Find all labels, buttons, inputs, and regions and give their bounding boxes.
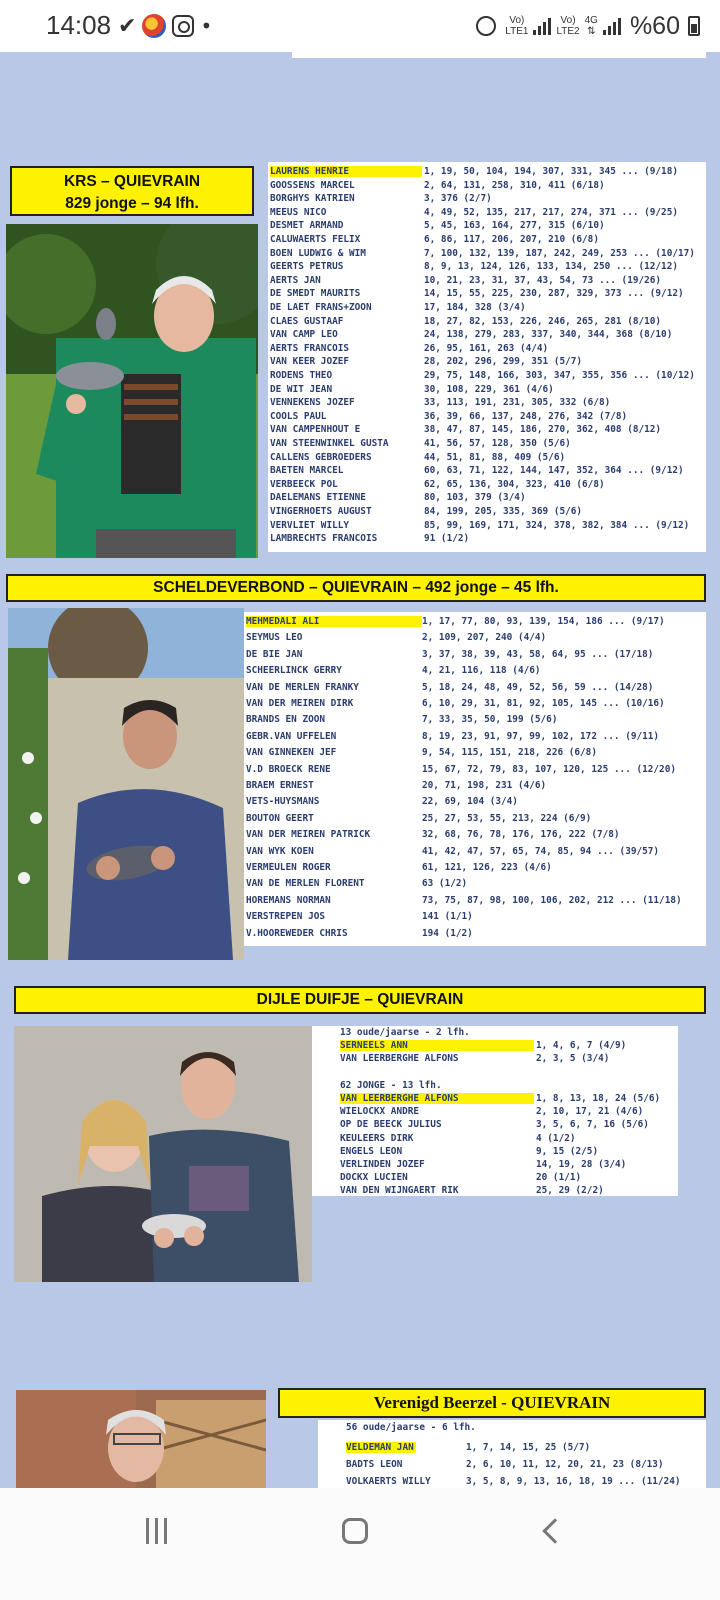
result-values: 2, 10, 17, 21 (4/6) <box>536 1106 644 1118</box>
fancier-name: VENNEKENS JOZEF <box>270 397 355 409</box>
navigation-bar <box>0 1488 720 1600</box>
sim2-network: Vo) LTE2 <box>556 15 580 37</box>
fancier-name: VAN DE MERLEN FRANKY <box>246 681 359 693</box>
fancier-name: VAN LEERBERGHE ALFONS <box>340 1093 534 1104</box>
fancier-name: AERTS JAN <box>270 274 321 286</box>
fancier-name: BOEN LUDWIG & WIM <box>270 247 366 259</box>
result-row <box>340 1146 678 1159</box>
result-row <box>246 813 706 826</box>
result-row <box>346 1476 706 1488</box>
fancier-name: CALLENS GEBROEDERS <box>270 451 372 463</box>
result-values: 1, 4, 6, 7 (4/9) <box>536 1040 627 1051</box>
result-values: 60, 63, 71, 122, 144, 147, 352, 364 ... (9/12) <box>424 465 684 477</box>
result-row <box>270 166 706 179</box>
result-values: 5, 18, 24, 48, 49, 52, 56, 59 ... (14/28) <box>422 681 654 693</box>
fancier-name: COOLS PAUL <box>270 410 327 422</box>
result-row <box>246 780 706 793</box>
status-bar <box>0 0 720 52</box>
result-row <box>246 698 706 711</box>
fancier-name: DOCKX LUCIEN <box>340 1172 408 1184</box>
fancier-name: HOREMANS NORMAN <box>246 894 331 906</box>
fancier-name: SCHEERLINCK GERRY <box>246 665 342 677</box>
fancier-name: VAN CAMPENHOUT E <box>270 424 361 436</box>
result-row <box>246 846 706 859</box>
result-row <box>270 193 706 206</box>
result-values: 26, 95, 161, 263 (4/4) <box>424 342 549 354</box>
result-values: 25, 27, 53, 55, 213, 224 (6/9) <box>422 812 592 824</box>
section-title-scheldeverbond: SCHELDEVERBOND – QUIEVRAIN – 492 jonge – 45 lfh. <box>6 574 706 602</box>
result-row <box>270 506 706 519</box>
fancier-name: BRANDS EN ZOON <box>246 714 326 726</box>
fancier-name: WIELOCKX ANDRE <box>340 1106 420 1118</box>
result-values: 63 (1/2) <box>422 878 468 890</box>
results-rows-krs <box>270 166 706 551</box>
mobile-data: 4G ⇅ <box>584 15 598 37</box>
result-row <box>270 424 706 437</box>
fancier-name: DE SMEDT MAURITS <box>270 288 361 300</box>
fancier-name: V.HOOREWEDER CHRIS <box>246 927 348 939</box>
result-values: 5, 45, 163, 164, 277, 315 (6/10) <box>424 220 605 232</box>
section-title-dijle-duifje: DIJLE DUIFJE – QUIEVRAIN <box>14 986 706 1014</box>
result-row <box>246 895 706 908</box>
result-row <box>340 1119 678 1132</box>
result-values: 3, 5, 8, 9, 13, 16, 18, 19 ... (11/24) <box>466 1476 681 1487</box>
result-row <box>270 248 706 261</box>
fancier-name: SEYMUS LEO <box>246 632 303 644</box>
fancier-name: VAN DEN WIJNGAERT RIK <box>340 1185 459 1197</box>
result-values: 41, 56, 57, 128, 350 (5/6) <box>424 438 571 449</box>
app-notification-icon <box>142 14 166 38</box>
fancier-name: VERBEECK POL <box>270 478 338 490</box>
result-values: 3, 376 (2/7) <box>424 193 492 205</box>
result-row <box>340 1133 678 1146</box>
fancier-name: SERNEELS ANN <box>340 1040 534 1051</box>
fancier-name: AERTS FRANCOIS <box>270 342 350 354</box>
status-time: 14:08 <box>46 10 112 40</box>
result-row <box>270 492 706 505</box>
result-row <box>270 438 706 451</box>
fancier-name: DE BIE JAN <box>246 648 303 660</box>
result-values: 17, 184, 328 (3/4) <box>424 302 526 313</box>
fancier-name: DESMET ARMAND <box>270 220 344 232</box>
result-row <box>270 207 706 220</box>
result-values: 91 (1/2) <box>424 533 470 545</box>
result-values: 1, 8, 13, 18, 24 (5/6) <box>536 1093 661 1104</box>
result-values: 61, 121, 126, 223 (4/6) <box>422 862 552 873</box>
result-values: 32, 68, 76, 78, 176, 176, 222 (7/8) <box>422 829 620 841</box>
result-row <box>270 479 706 492</box>
photo-fanciers-dijle-duifje <box>14 1026 312 1282</box>
back-icon[interactable] <box>542 1518 567 1543</box>
result-values: 20 (1/1) <box>536 1172 582 1184</box>
result-row <box>340 1106 678 1119</box>
fancier-name: BRAEM ERNEST <box>246 780 314 791</box>
section-title-krs: KRS – QUIEVRAIN 829 jonge – 94 lfh. <box>10 166 254 216</box>
result-row <box>246 616 706 629</box>
result-values: 7, 33, 35, 50, 199 (5/6) <box>422 714 558 726</box>
fancier-name: GOOSSENS MARCEL <box>270 179 355 191</box>
result-row <box>270 316 706 329</box>
result-row <box>246 796 706 809</box>
fancier-with-pigeons-image <box>6 224 258 558</box>
result-row <box>346 1459 706 1472</box>
alarm-icon <box>476 16 496 36</box>
result-row <box>340 1093 678 1106</box>
result-row <box>246 632 706 645</box>
result-values: 18, 27, 82, 153, 226, 246, 265, 281 (8/10) <box>424 315 662 327</box>
fancier-name: CLAES GUSTAAF <box>270 315 344 327</box>
result-values: 28, 202, 296, 299, 351 (5/7) <box>424 356 583 368</box>
battery-percent: %60 <box>629 11 680 40</box>
result-row <box>270 275 706 288</box>
fancier-name: V.D BROECK RENE <box>246 763 331 775</box>
photo-fancier-beerzel <box>16 1390 266 1488</box>
result-values: 25, 29 (2/2) <box>536 1185 604 1197</box>
fancier-name: KEULEERS DIRK <box>340 1132 414 1144</box>
fancier-name: DAELEMANS ETIENNE <box>270 492 366 504</box>
section-title-verenigd-beerzel: Verenigd Beerzel - QUIEVRAIN <box>278 1388 706 1418</box>
result-row <box>340 1185 678 1198</box>
result-values: 62, 65, 136, 304, 323, 410 (6/8) <box>424 478 605 490</box>
fancier-name: VETS-HUYSMANS <box>246 796 320 808</box>
fancier-name: VAN DER MEIREN PATRICK <box>246 829 371 841</box>
fancier-name: VAN LEERBERGHE ALFONS <box>340 1053 459 1065</box>
fancier-name: GEERTS PETRUS <box>270 261 344 273</box>
result-values: 10, 21, 23, 31, 37, 43, 54, 73 ... (19/26) <box>424 274 662 286</box>
result-row <box>270 384 706 397</box>
result-values: 22, 69, 104 (3/4) <box>422 796 518 808</box>
result-row <box>246 764 706 777</box>
result-row <box>270 370 706 383</box>
result-values: 194 (1/2) <box>422 927 473 939</box>
result-values: 14, 19, 28 (3/4) <box>536 1159 627 1170</box>
fancier-name: BAETEN MARCEL <box>270 465 344 477</box>
result-row <box>246 878 706 891</box>
result-row <box>340 1172 678 1185</box>
home-icon[interactable] <box>342 1518 368 1544</box>
result-row <box>270 220 706 233</box>
check-icon: ✔ <box>118 13 137 39</box>
result-row <box>246 829 706 842</box>
fancier-name: OP DE BEECK JULIUS <box>340 1119 442 1131</box>
fancier-name: VINGERHOETS AUGUST <box>270 506 372 517</box>
signal-bars-icon <box>603 17 621 35</box>
fancier-name: VAN GINNEKEN JEF <box>246 747 337 759</box>
result-values: 4, 49, 52, 135, 217, 217, 274, 371 ... (9/25) <box>424 206 678 218</box>
two-fanciers-image <box>14 1026 312 1282</box>
result-row <box>270 288 706 301</box>
fancier-name: VERLINDEN JOZEF <box>340 1159 425 1170</box>
results-rows-scheldeverbond <box>246 616 706 946</box>
group-header: 56 oude/jaarse - 6 lfh. <box>346 1422 476 1433</box>
result-values: 141 (1/1) <box>422 911 473 923</box>
result-values: 4 (1/2) <box>536 1132 576 1144</box>
result-row <box>246 649 706 662</box>
result-values: 1, 7, 14, 15, 25 (5/7) <box>466 1442 591 1453</box>
result-values: 2, 6, 10, 11, 12, 20, 21, 23 (8/13) <box>466 1459 664 1470</box>
result-values: 6, 86, 117, 206, 207, 210 (6/8) <box>424 234 599 245</box>
result-row <box>270 520 706 533</box>
result-values: 38, 47, 87, 145, 186, 270, 362, 408 (8/12) <box>424 424 662 436</box>
fancier-name: VELDEMAN JAN <box>346 1442 416 1453</box>
result-row <box>346 1442 706 1455</box>
system-icons <box>476 10 700 42</box>
result-row <box>270 302 706 315</box>
recent-apps-icon[interactable] <box>146 1518 172 1544</box>
result-values: 8, 19, 23, 91, 97, 99, 102, 172 ... (9/11) <box>422 730 660 742</box>
result-values: 2, 109, 207, 240 (4/4) <box>422 632 547 644</box>
result-values: 80, 103, 379 (3/4) <box>424 492 526 504</box>
result-row <box>270 452 706 465</box>
fancier-name: DE WIT JEAN <box>270 383 333 395</box>
result-values: 2, 64, 131, 258, 310, 411 (6/18) <box>424 179 605 191</box>
result-values: 29, 75, 148, 166, 303, 347, 355, 356 ... (10/12) <box>424 370 695 381</box>
result-values: 1, 17, 77, 80, 93, 139, 154, 186 ... (9/17) <box>422 616 665 627</box>
notification-icons <box>118 12 212 40</box>
result-values: 4, 21, 116, 118 (4/6) <box>422 665 541 677</box>
result-row <box>270 329 706 342</box>
result-values: 3, 5, 6, 7, 16 (5/6) <box>536 1119 649 1131</box>
result-row <box>246 862 706 875</box>
result-row <box>246 747 706 760</box>
fancier-name: BOUTON GEERT <box>246 812 314 824</box>
fancier-name: VAN CAMP LEO <box>270 329 338 341</box>
fancier-name: LAMBRECHTS FRANCOIS <box>270 533 378 545</box>
more-notifications-dot: • <box>200 14 213 38</box>
result-values: 44, 51, 81, 88, 409 (5/6) <box>424 451 566 463</box>
result-values: 3, 37, 38, 39, 43, 58, 64, 95 ... (17/18) <box>422 648 654 660</box>
signal-bars-icon <box>533 17 551 35</box>
result-values: 9, 54, 115, 151, 218, 226 (6/8) <box>422 747 597 759</box>
fancier-name: BORGHYS KATRIEN <box>270 193 355 205</box>
result-values: 1, 19, 50, 104, 194, 307, 331, 345 ... (9/18) <box>424 166 678 177</box>
result-row <box>270 465 706 478</box>
sim1-network: Vo) LTE1 <box>505 15 529 37</box>
fancier-name: VERSTREPEN JOS <box>246 911 326 923</box>
result-values: 20, 71, 198, 231 (4/6) <box>422 780 547 791</box>
result-values: 8, 9, 13, 124, 126, 133, 134, 250 ... (12/12) <box>424 261 678 273</box>
results-rows-beerzel <box>346 1422 706 1488</box>
result-row <box>246 682 706 695</box>
fancier-name: LAURENS HENRIE <box>270 166 422 177</box>
fancier-name: BADTS LEON <box>346 1459 403 1470</box>
battery-icon <box>688 16 700 36</box>
result-values: 6, 10, 29, 31, 81, 92, 105, 145 ... (10/16) <box>422 698 665 709</box>
fancier-name: VAN WYK KOEN <box>246 845 314 857</box>
fancier-name: VERVLIET WILLY <box>270 519 350 531</box>
fancier-name: VAN STEENWINKEL GUSTA <box>270 438 389 449</box>
result-values: 9, 15 (2/5) <box>536 1145 599 1157</box>
fancier-name: DE LAET FRANS+ZOON <box>270 302 372 313</box>
group-header: 13 oude/jaarse - 2 lfh. <box>340 1027 470 1038</box>
result-row <box>270 234 706 247</box>
result-values: 30, 108, 229, 361 (4/6) <box>424 383 554 395</box>
result-row <box>246 665 706 678</box>
result-values: 85, 99, 169, 171, 324, 378, 382, 384 ... (9/12) <box>424 519 690 531</box>
result-values: 73, 75, 87, 98, 100, 106, 202, 212 ... (11/18) <box>422 894 682 906</box>
fancier-name: VOLKAERTS WILLY <box>346 1476 431 1487</box>
result-row <box>246 731 706 744</box>
result-values: 15, 67, 72, 79, 83, 107, 120, 125 ... (12/20) <box>422 763 676 775</box>
fancier-name: GEBR.VAN UFFELEN <box>246 730 337 742</box>
fancier-name: VAN DER MEIREN DIRK <box>246 698 354 709</box>
group-header: 62 JONGE - 13 lfh. <box>340 1080 442 1091</box>
fancier-name: CALUWAERTS FELIX <box>270 234 361 245</box>
result-row <box>270 180 706 193</box>
result-values: 2, 3, 5 (3/4) <box>536 1053 610 1065</box>
result-row <box>270 261 706 274</box>
instagram-icon <box>172 15 194 37</box>
result-row <box>246 714 706 727</box>
result-row <box>340 1053 678 1066</box>
fancier-name: VAN DE MERLEN FLORENT <box>246 878 365 890</box>
fancier-name: MEEUS NICO <box>270 206 327 218</box>
result-row <box>270 411 706 424</box>
result-values: 33, 113, 191, 231, 305, 332 (6/8) <box>424 397 611 409</box>
result-row <box>270 343 706 356</box>
fancier-name: VERMEULEN ROGER <box>246 862 331 873</box>
fancier-with-pigeon-image <box>8 608 244 960</box>
result-row <box>246 911 706 924</box>
result-row <box>270 397 706 410</box>
results-rows-dijle-duifje <box>340 1027 678 1195</box>
result-row <box>246 928 706 941</box>
result-values: 24, 138, 279, 283, 337, 340, 344, 368 (8/10) <box>424 329 673 341</box>
result-row <box>340 1159 678 1172</box>
result-row <box>340 1040 678 1053</box>
result-values: 41, 42, 47, 57, 65, 74, 85, 94 ... (39/57) <box>422 845 660 857</box>
photo-fancier-krs <box>6 224 258 558</box>
result-row <box>270 356 706 369</box>
result-values: 7, 100, 132, 139, 187, 242, 249, 253 ... (10/17) <box>424 247 695 259</box>
photo-fancier-scheldeverbond <box>8 608 244 960</box>
fancier-name: MEHMEDALI ALI <box>246 616 422 627</box>
result-values: 14, 15, 55, 225, 230, 287, 329, 373 ... (9/12) <box>424 288 684 300</box>
fancier-name: RODENS THEO <box>270 370 333 381</box>
result-values: 84, 199, 205, 335, 369 (5/6) <box>424 506 583 517</box>
fancier-name: VAN KEER JOZEF <box>270 356 350 368</box>
fancier-portrait-image <box>16 1390 266 1488</box>
result-values: 36, 39, 66, 137, 248, 276, 342 (7/8) <box>424 410 628 422</box>
result-row <box>270 533 706 546</box>
fancier-name: ENGELS LEON <box>340 1145 403 1157</box>
